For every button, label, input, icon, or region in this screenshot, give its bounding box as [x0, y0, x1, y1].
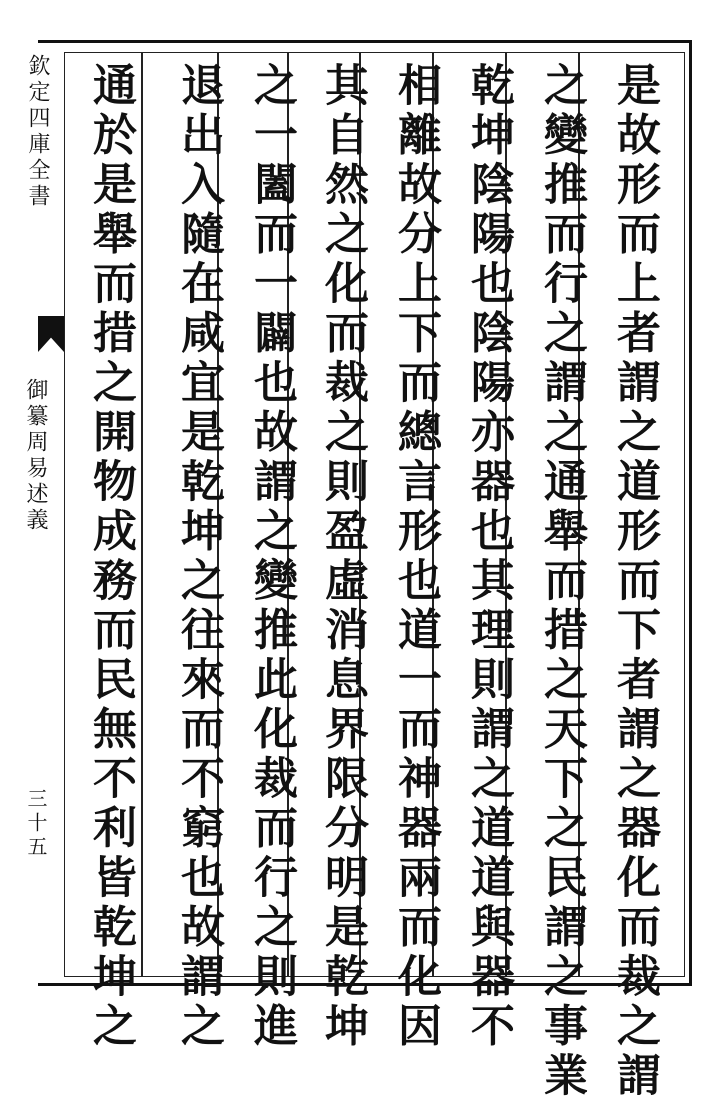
column-text: 之變推而行之謂之通舉而措之天下之民謂之事業	[536, 62, 587, 1102]
column-text: 是故形而上者謂之道形而下者謂之器化而裁之謂	[609, 62, 660, 1102]
text-column-1	[604, 62, 664, 1102]
column-text: 退出入隨在咸宜是乾坤之往來而不窮也故謂之	[173, 62, 224, 1052]
text-column-8	[80, 62, 140, 1052]
column-text: 相離故分上下而總言形也道一而神器兩而化因	[390, 62, 441, 1052]
text-column-3	[458, 62, 518, 1052]
text-column-6	[241, 62, 301, 1052]
column-text: 之一闔而一闢也故謂之變推此化裁而行之則進	[246, 62, 297, 1052]
text-frame	[64, 52, 685, 1102]
text-column-5	[312, 62, 372, 1052]
text-column-2	[531, 62, 591, 1102]
margin-top-title: 欽定四庫全書	[25, 54, 50, 210]
column-text: 其自然之化而裁之則盈虛消息界限分明是乾坤	[317, 62, 368, 1052]
margin-page-number: 三十五	[24, 788, 48, 860]
column-text: 通於是舉而措之開物成務而民無不利皆乾坤之	[85, 62, 136, 1052]
column-text: 乾坤陰陽也陰陽亦器也其理則謂之道道與器不	[463, 62, 514, 1052]
margin-book-title: 御纂周易述義	[23, 378, 48, 534]
column-rule	[141, 52, 143, 977]
text-column-7	[168, 62, 228, 1052]
text-column-4	[385, 62, 445, 1052]
